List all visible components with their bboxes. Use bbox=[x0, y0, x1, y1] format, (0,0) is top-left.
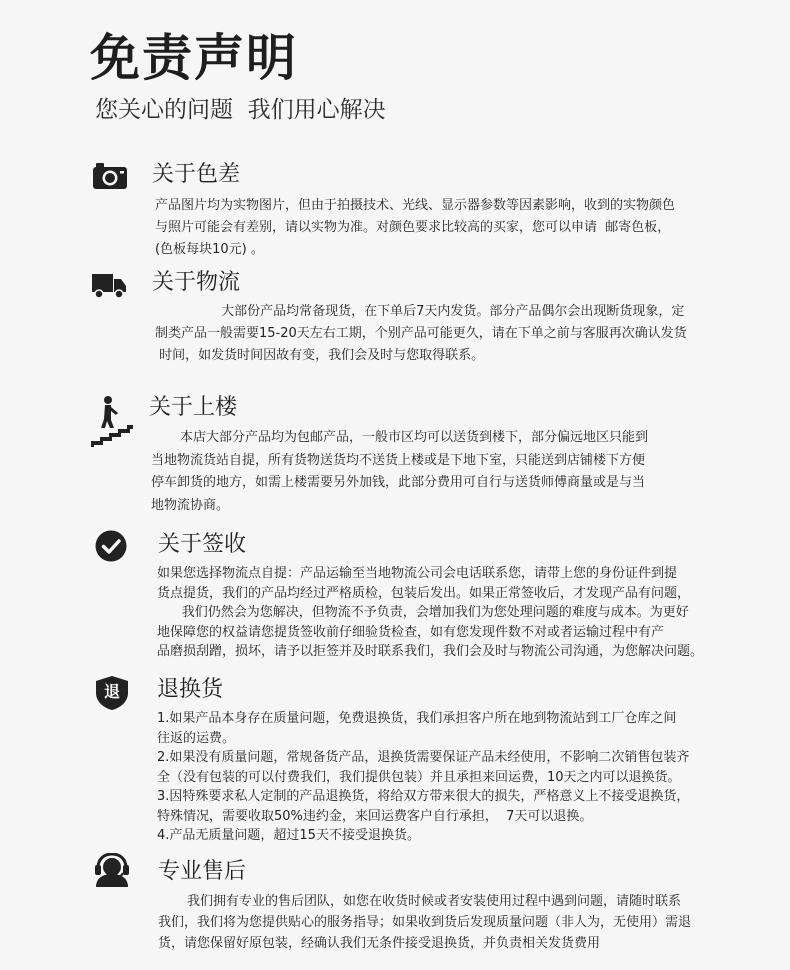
stairs-icon bbox=[90, 395, 134, 451]
section-title: 关于上楼 bbox=[149, 395, 238, 420]
page-subtitle: 您关心的问题 我们用心解决 bbox=[95, 97, 386, 123]
section-upstairs bbox=[0, 393, 790, 518]
section-body: 我们拥有专业的售后团队，如您在收货时候或者安装使用过程中遇到问题，请随时联系 我们，我们将为您提供贴心的服务指导；如果收到货后发现质量问题（非人为，无使用）需退 货，请您保留好原包装，经确认我们无条件接受退换货，并负责相关发货费用 bbox=[158, 894, 692, 951]
section-title: 关于物流 bbox=[152, 270, 241, 295]
headset-agent-icon bbox=[93, 853, 131, 891]
truck-icon bbox=[91, 272, 127, 304]
section-body: 本店大部分产品均为包邮产品，一般市区均可以送货到楼下，部分偏远地区只能到 当地物流货站自提，所有货物送货均不送货上楼或是下地下室，只能送到店铺楼下方便 停车卸货的地方，如需上楼需要另外加钱，此部分费用可自行与送货师傅商量或是与当 地物流协商。 bbox=[151, 430, 648, 513]
section-body: 大部份产品均常备现货，在下单后7天内发货。部分产品偶尔会出现断货现象，定 制类产品一般需要15-20天左右工期，个别产品可能更久，请在下单之前与客服再次确认发货 时间，如发货时间因故有变，我们会及时与您取得联系。 bbox=[155, 304, 687, 363]
page-title: 免责声明 bbox=[90, 28, 298, 87]
section-title: 关于签收 bbox=[158, 532, 247, 557]
section-title: 退换货 bbox=[157, 677, 224, 702]
section-logistics bbox=[0, 268, 790, 363]
section-after-sales bbox=[0, 853, 790, 968]
section-title: 关于色差 bbox=[152, 162, 241, 187]
camera-icon bbox=[92, 162, 128, 194]
check-circle-icon bbox=[95, 530, 127, 566]
section-returns bbox=[0, 675, 790, 850]
section-sign-receipt bbox=[0, 530, 790, 665]
section-body: 产品图片均为实物图片，但由于拍摄技术、光线、显示器参数等因素影响，收到的实物颜色 与照片可能会有差别，请以实物为准。对颜色要求比较高的买家，您可以申请 邮寄色板， (色板每块10元) 。 bbox=[155, 198, 676, 257]
section-body: 1.如果产品本身存在质量问题，免费退换货，我们承担客户所在地到物流站到工厂仓库之间 往返的运费。 2.如果没有质量问题，常规备货产品，退换货需要保证产品未经使用，不影响二次销售包装齐 全（没有包装的可以付费我们，我们提供包装）并且承担来回运费，10天之内可以退换货。 3.因特殊要求私人定制的产品退换货，将给双方带来很大的损失，严格意义上不接受退换货， 特殊情况，需要收取50%违约金，来回运费客户自行承担， 7天可以退换。 4.产品无质量问题，超过15天不接受退换货。 bbox=[157, 711, 690, 843]
return-shield-icon bbox=[94, 675, 130, 711]
section-body: 如果您选择物流点自提：产品运输至当地物流公司会电话联系您，请带上您的身份证件到提 货点提货，我们的产品均经过严格质检，包装后发出。如果正常签收后，才发现产品有问题， 我们仍然会为您解决，但物流不予负责，会增加我们为您处理问题的难度与成本。为更好 地保障您的权益请您提货签收前仔细验货检查，如有您发现件数不对或者运输过程中有产 品磨损刮蹭，损坏，请予以拒签并及时联系我们，我们会及时与物流公司沟通，为您解决问题。 bbox=[157, 566, 704, 659]
section-title: 专业售后 bbox=[158, 859, 247, 884]
section-color-difference bbox=[0, 160, 790, 255]
return-shield-label: 退 bbox=[103, 682, 120, 701]
